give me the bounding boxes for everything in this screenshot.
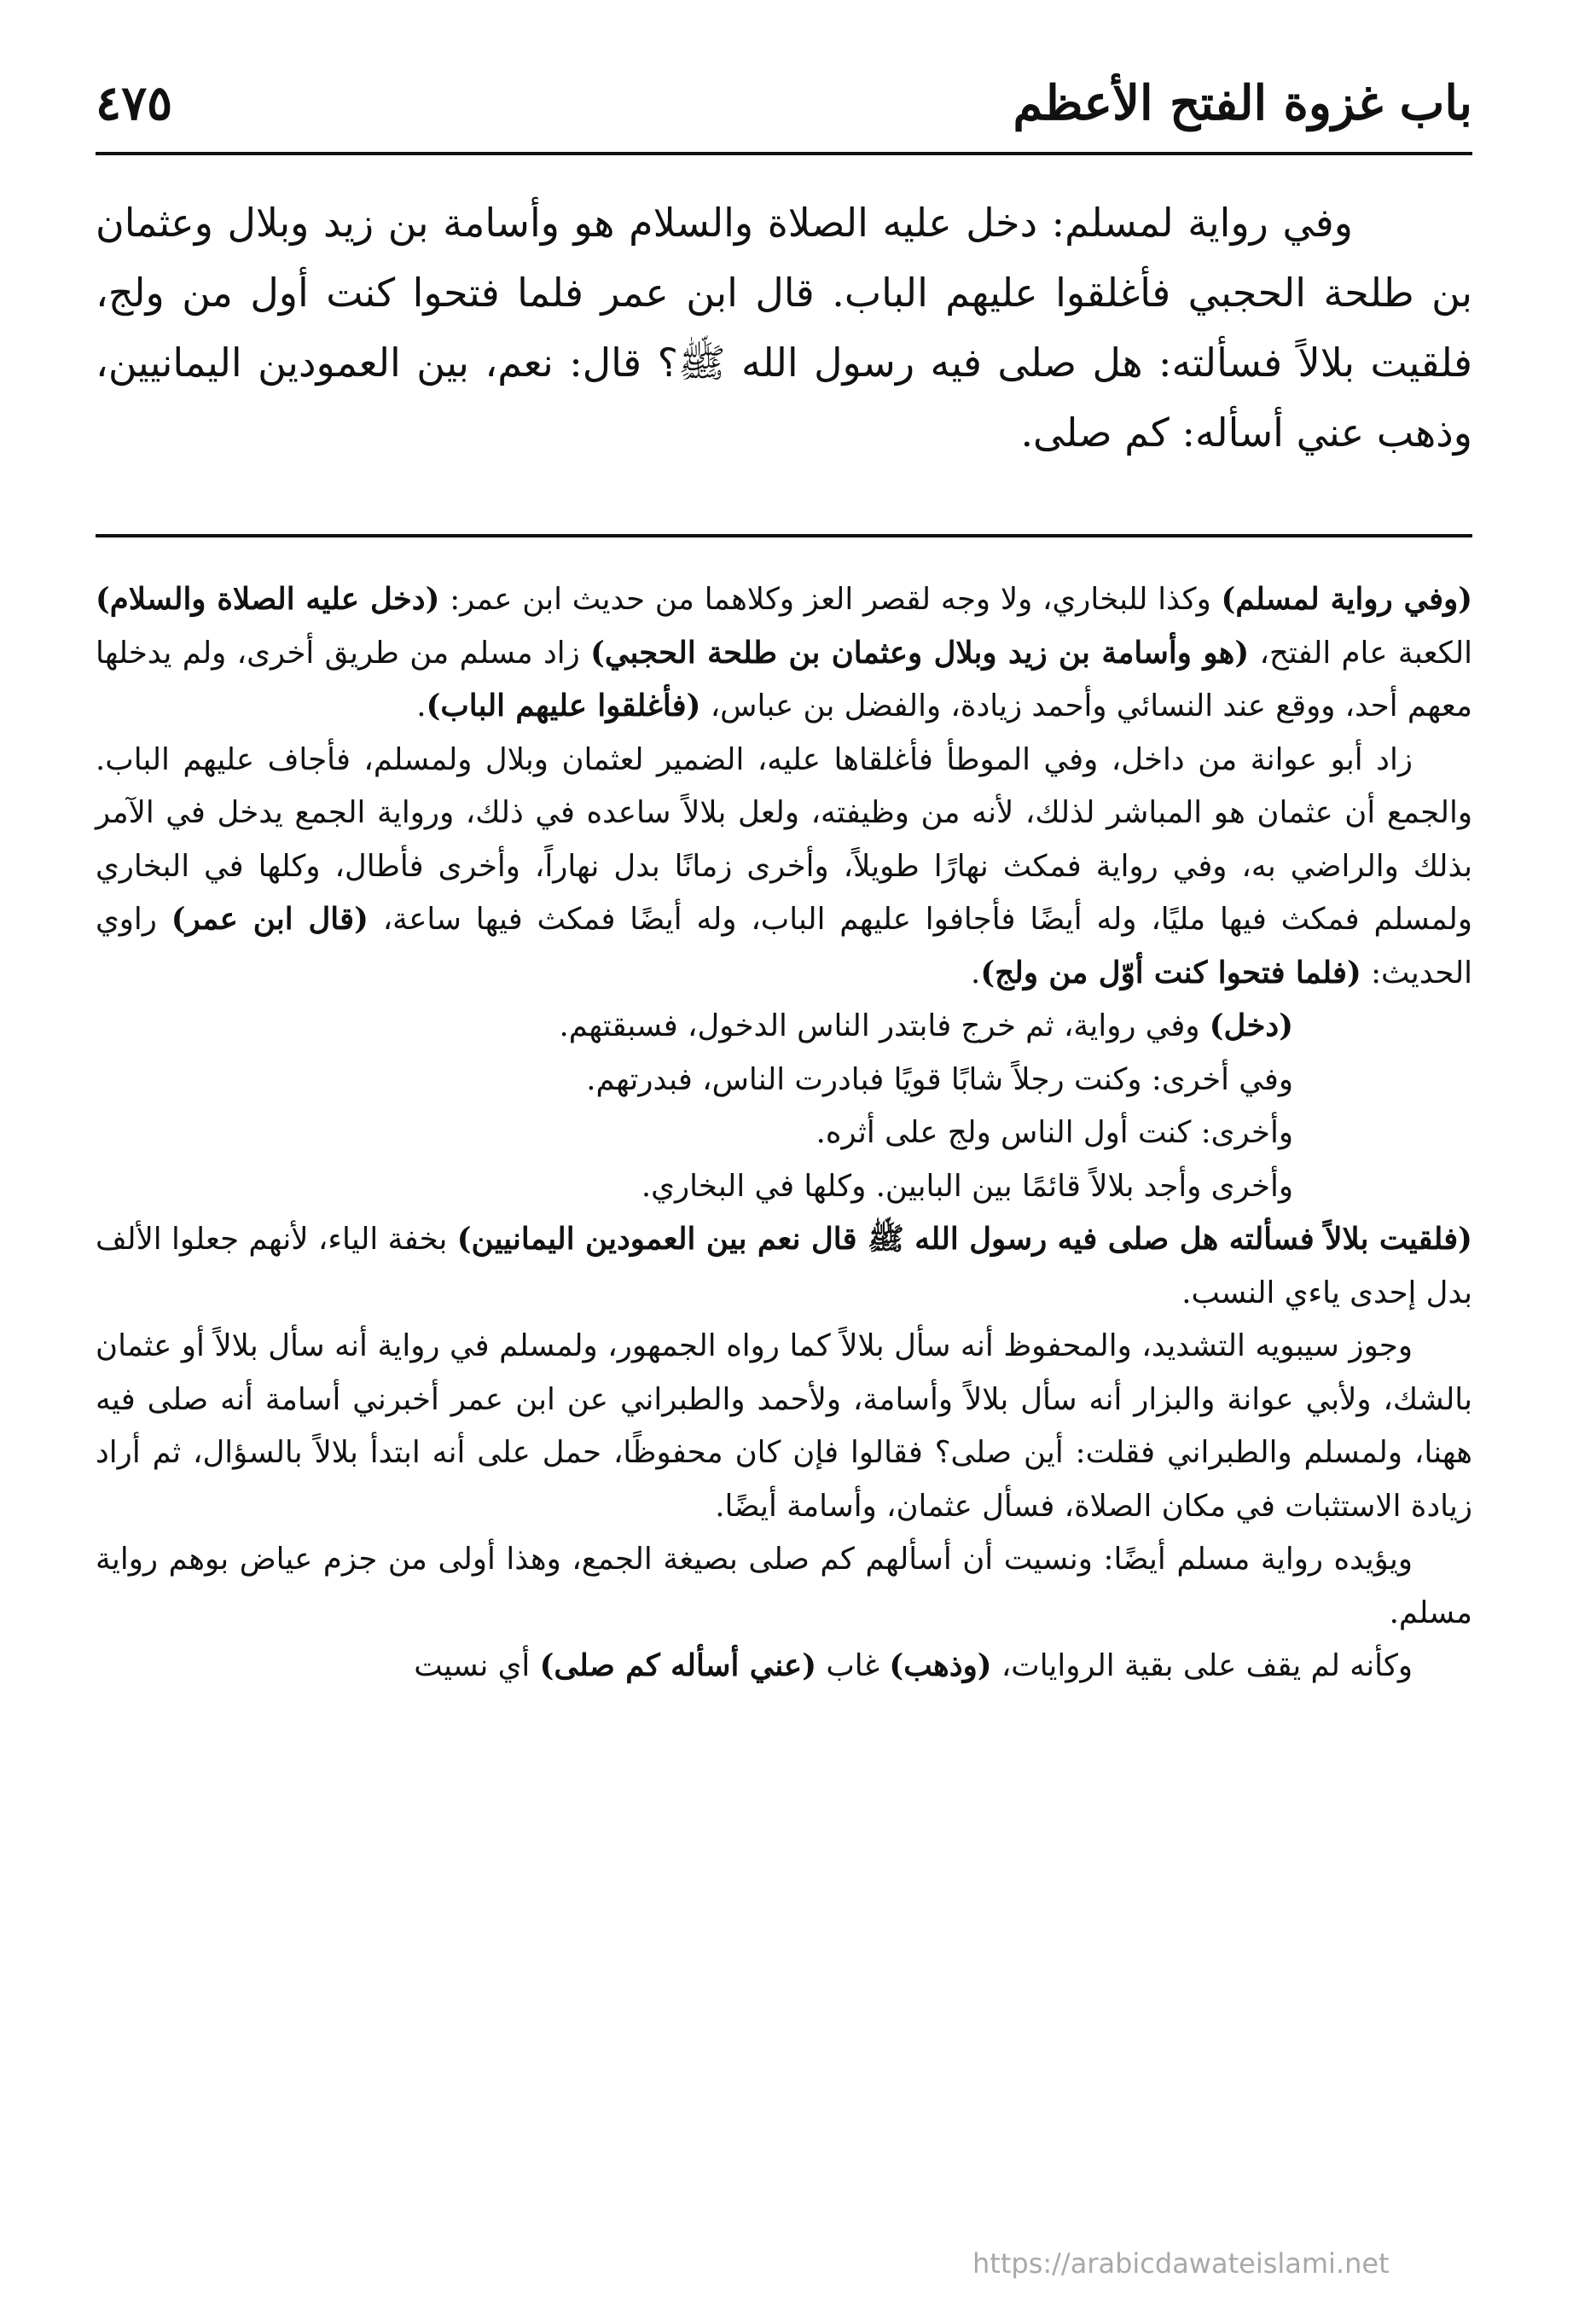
quoted-phrase: (دخل) [1209,1008,1293,1043]
commentary-paragraph-2 [96,734,1472,1001]
quoted-phrase: (هو وأسامة بن زيد وبلال وعثمان بن طلحة الحجبي) [590,635,1250,671]
commentary-text: بخفة الياء، لأنهم جعلوا الألف بدل إحدى ياءي النسب. [96,1222,1472,1310]
commentary-paragraph-7 [96,1213,1472,1320]
commentary [96,573,1472,2194]
commentary-text: راوي الحديث: [96,902,1472,991]
commentary-text: الكعبة عام الفتح، [1249,635,1472,671]
page-header [96,75,1472,152]
commentary-text: زاد مسلم من طريق أخرى، ولم يدخلها معهم أحد، ووقع عند النسائي وأحمد زيادة، والفضل بن عباس، [96,635,1472,723]
commentary-text: أي نسيت [414,1648,540,1683]
commentary-paragraph-3 [96,1000,1472,1054]
quoted-phrase: (فلقيت بلالاً فسألته هل صلى فيه رسول الله ﷺ قال نعم بين العمودين اليمانيين) [456,1222,1472,1257]
header-rule [96,152,1472,155]
commentary-text: وفي رواية، ثم خرج فابتدر الناس الدخول، فسبقتهم. [559,1008,1210,1043]
page-number: ٤٧٥ [96,75,173,131]
quoted-phrase: (قال ابن عمر) [171,902,369,937]
commentary-paragraph-10 [96,1640,1472,1694]
commentary-text: . [416,688,427,723]
commentary-paragraph-9: ويؤيده رواية مسلم أيضًا: ونسيت أن أسألهم كم صلى بصيغة الجمع، وهذا أولى من جزم عياض بوهم رواية مسلم. [96,1542,1472,1630]
quoted-phrase: (فلما فتحوا كنت أوّل من ولج) [980,955,1361,991]
commentary-text: وكأنه لم يقف على بقية الروايات، [991,1648,1413,1683]
website-watermark: https://arabicdawateislami.net [972,2247,1390,2280]
commentary-paragraph-1 [96,573,1472,734]
quoted-phrase: (دخل عليه الصلاة والسلام) [96,582,440,617]
commentary-paragraph-4: وفي أخرى: وكنت رجلاً شابًا قويًا فبادرت الناس، فبدرتهم. [586,1061,1293,1097]
commentary-text: غاب [816,1648,890,1683]
commentary-paragraph-8: وجوز سيبويه التشديد، والمحفوظ أنه سأل بلالاً كما رواه الجمهور، ولمسلم في رواية أنه سأل بلالاً أو عثمان بالشك، ولأبي عوانة والبزار أنه سأل بلالاً وأسامة، ولأحمد والطبراني عن ابن عمر أخبرني أسامة أنه صلى فيه ههنا، ولمسلم والطبراني فقلت: أين صلى؟ فقالوا فإن كان محفوظًا، حمل على أنه ابتدأ بلالاً بالسؤال، ثم أراد زيادة الاستثبات في مكان الصلاة، فسأل عثمان، وأسامة أيضًا. [96,1328,1472,1524]
commentary-paragraph-5: وأخرى: كنت أول الناس ولج على أثره. [816,1115,1293,1150]
footnote-separator [96,534,1472,537]
hadith-paragraph: وفي رواية لمسلم: دخل عليه الصلاة والسلام هو وأسامة بن زيد وبلال وعثمان بن طلحة الحجبي فأغلقوا عليهم الباب. قال ابن عمر فلما فتحوا كنت أول من ولج، فلقيت بلالاً فسألته: هل صلى فيه رسول الله ﷺ؟ قال: نعم، بين العمودين اليمانيين، وذهب عني أسأله: كم صلى. [96,200,1472,456]
hadith-text [96,188,1472,529]
commentary-text: وكذا للبخاري، ولا وجه لقصر العز وكلاهما من حديث ابن عمر: [439,582,1222,617]
quoted-phrase: (فأغلقوا عليهم الباب) [426,688,701,723]
commentary-text: . [971,955,981,991]
quoted-phrase: (عني أسأله كم صلى) [539,1648,817,1683]
commentary-text: زاد أبو عوانة من داخل، وفي الموطأ فأغلقاها عليه، الضمير لعثمان وبلال ولمسلم، فأجاف عليهم الباب. والجمع أن عثمان هو المباشر لذلك، لأنه من وظيفته، ولعل بلالاً ساعده في ذلك، ورواية الجمع يدخل في الآمر بذلك والراضي به، وفي رواية فمكث نهارًا طويلاً، وأخرى زمانًا بدل نهاراً، وأخرى فأطال، وكلها في البخاري ولمسلم فمكث فيها مليًا، وله أيضًا فأجافوا عليهم الباب، وله أيضًا فمكث فيها ساعة، [96,741,1472,937]
chapter-title: باب غزوة الفتح الأعظم [1013,75,1472,131]
commentary-paragraph-6: وأخرى وأجد بلالاً قائمًا بين البابين. وكلها في البخاري. [641,1168,1293,1204]
quoted-phrase: (وفي رواية لمسلم) [1221,582,1473,617]
quoted-phrase: (وذهب) [889,1648,992,1683]
